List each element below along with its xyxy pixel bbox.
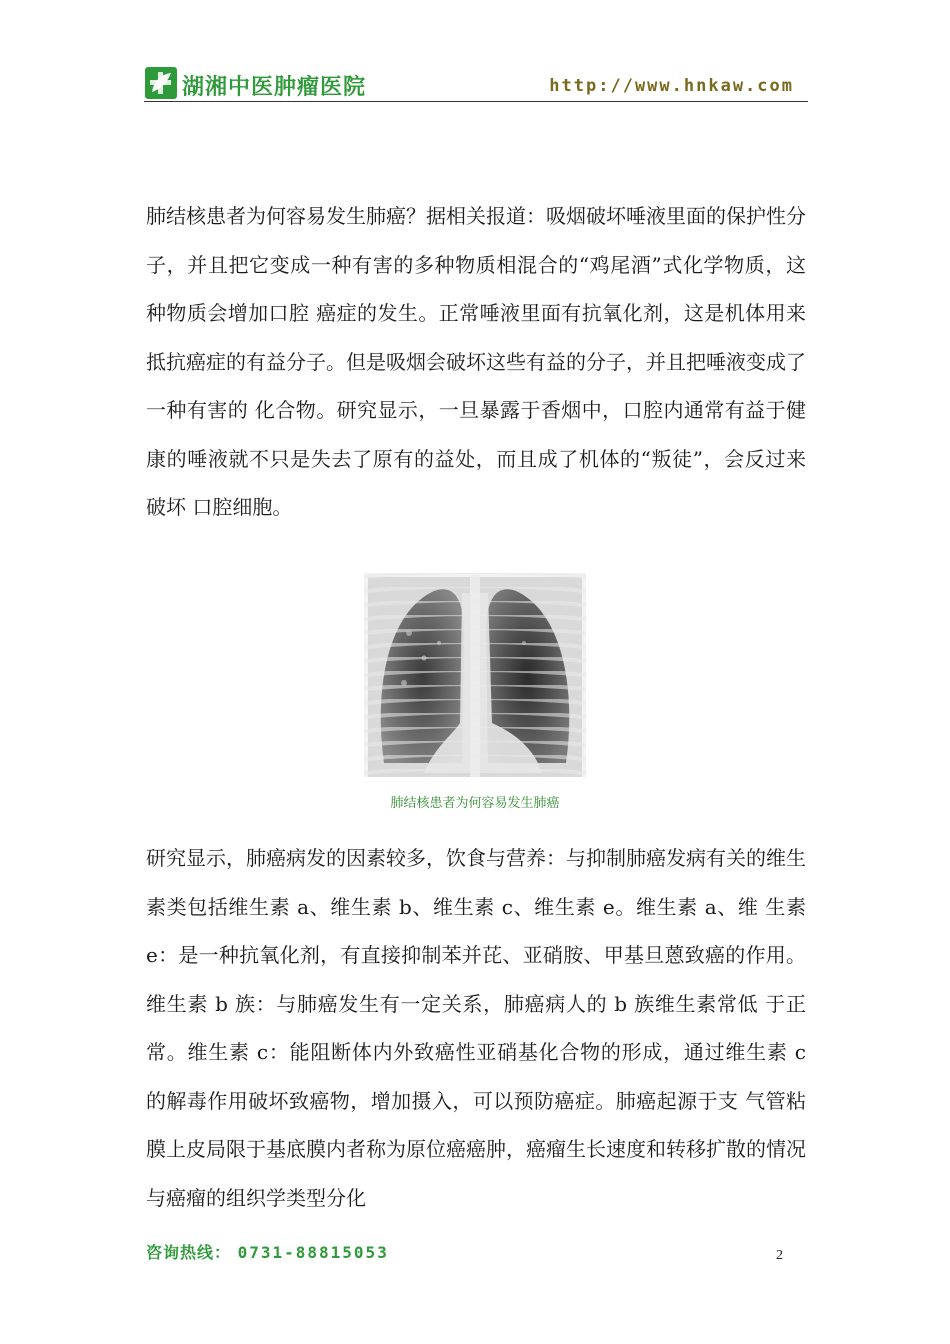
- hospital-leaf-logo-icon: [144, 66, 178, 100]
- hotline-number[interactable]: 0731-88815053: [237, 1243, 389, 1262]
- figure-caption: 肺结核患者为何容易发生肺癌: [390, 796, 560, 811]
- article-paragraph-1: 肺结核患者为何容易发生肺癌？据相关报道：吸烟破坏唾液里面的保护性分子，并且把它变成一种有害的多种物质相混合的“鸡尾酒”式化学物质，这种物质会增加口腔 癌症的发生。正常唾液里面有抗氧化剂，这是机体用来抵抗癌症的有益分子。但是吸烟会破坏这些有益的分子，并且把唾液变成了一种有害的 化合物。研究显示，一旦暴露于香烟中，口腔内通常有益于健康的唾液就不只是失去了原有的益处，而且成了机体的“叛徒”，会反过来破坏 口腔细胞。: [146, 204, 806, 519]
- hospital-url[interactable]: http://www.hnkaw.com: [549, 76, 794, 96]
- chest-xray-image: [364, 573, 586, 777]
- page-number: 2: [776, 1248, 783, 1263]
- page-header: [144, 66, 808, 104]
- header-divider: [144, 101, 808, 102]
- article-paragraph-2: 研究显示，肺癌病发的因素较多，饮食与营养：与抑制肺癌发病有关的维生素类包括维生素 a、维生素 b、维生素 c、维生素 e。维生素 a、维 生素 e：是一种抗氧化剂，有直接抑制苯并芘、亚硝胺、甲基旦蒽致癌的作用。维生素 b 族：与肺癌发生有一定关系，肺癌病人的 b 族维生素常低 于正常。维生素 c：能阻断体内外致癌性亚硝基化合物的形成，通过维生素 c 的解毒作用破坏致癌物，增加摄入，可以预防癌症。肺癌起源于支 气管粘膜上皮局限于基底膜内者称为原位癌癌肿，癌瘤生长速度和转移扩散的情况与癌瘤的组织学类型分化: [146, 846, 806, 1210]
- hotline-label: 咨询热线：: [146, 1243, 232, 1262]
- consult-hotline: [146, 1240, 389, 1263]
- hospital-name: 湖湘中医肿瘤医院: [182, 75, 367, 100]
